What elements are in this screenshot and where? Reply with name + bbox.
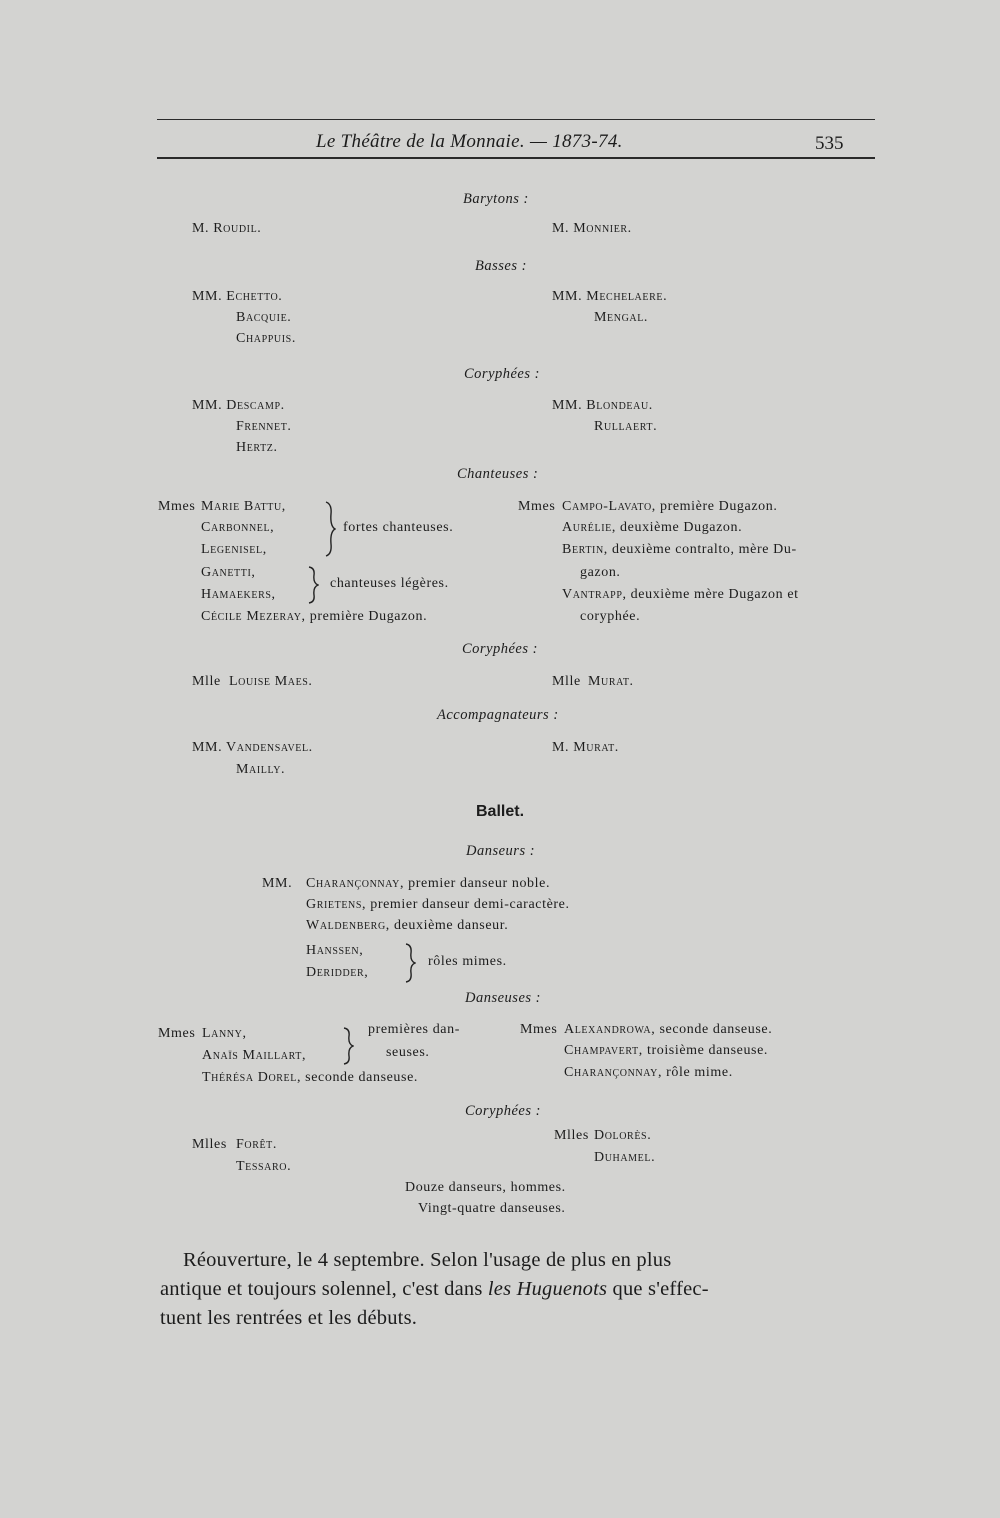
section-heading-danseurs: Danseurs : [466, 843, 536, 859]
page-number: 535 [815, 133, 844, 154]
role-description: , deuxième contralto, mère Du- [603, 542, 797, 557]
body-paragraph-line: Réouverture, le 4 septembre. Selon l'usage de plus en plus [183, 1249, 672, 1271]
cast-name: MM. Blondeau. [552, 398, 653, 413]
ensemble-note: Douze danseurs, hommes. [405, 1180, 566, 1195]
role-description: , troisième danseuse. [638, 1043, 769, 1058]
header-rule-bottom [157, 157, 875, 159]
cast-entry [564, 1022, 772, 1038]
cast-name: Deridder, [306, 965, 369, 980]
cast-name: Charançonnay [306, 876, 400, 891]
cast-entry [562, 499, 777, 515]
role-description: , première Dugazon. [301, 609, 428, 624]
cast-name: Cécile Mezeray [201, 609, 302, 624]
ensemble-note: Vingt-quatre danseuses. [418, 1201, 566, 1216]
title-prefix: Mlle [552, 674, 581, 689]
cast-name: Marie Battu, [201, 499, 286, 514]
role-description: , seconde danseuse. [296, 1070, 418, 1085]
cast-name: Louise Maes. [229, 674, 313, 689]
cast-name: MM. Echetto. [192, 289, 283, 304]
section-heading-coryphees: Coryphées : [462, 641, 538, 657]
cast-entry [306, 897, 570, 913]
cast-name: Ganetti, [201, 565, 256, 580]
role-continuation: gazon. [580, 565, 621, 580]
title-prefix: Mlles [554, 1128, 589, 1143]
curly-brace [402, 942, 416, 984]
cast-name: Thérésa Dorel [202, 1070, 297, 1085]
title-prefix: Mlles [192, 1137, 227, 1152]
cast-name: Waldenberg [306, 918, 386, 933]
role-description: , premier danseur noble. [399, 876, 551, 891]
cast-name: Anaïs Maillart, [202, 1048, 307, 1063]
title-prefix: Mmes [158, 499, 196, 514]
cast-entry [201, 609, 427, 625]
cast-name: Forêt. [236, 1137, 277, 1152]
cast-name: Alexandrowa [564, 1022, 652, 1037]
role-description: , deuxième danseur. [385, 918, 509, 933]
cast-name: Bertin [562, 542, 604, 557]
role-description: , premier danseur demi-caractère. [362, 897, 570, 912]
cast-entry [306, 918, 508, 934]
title-prefix: Mmes [158, 1026, 196, 1041]
role-description: , deuxième mère Dugazon et [622, 587, 799, 602]
title-prefix: Mmes [520, 1022, 558, 1037]
role-description: rôles mimes. [428, 954, 507, 969]
role-description: premières dan- [368, 1022, 460, 1037]
role-description: chanteuses légères. [330, 576, 449, 591]
role-description: , seconde danseuse. [651, 1022, 773, 1037]
role-description: , première Dugazon. [651, 499, 778, 514]
section-heading-accompagnateurs: Accompagnateurs : [437, 707, 559, 723]
section-heading-basses: Basses : [475, 258, 527, 274]
cast-name: Duhamel. [594, 1150, 656, 1165]
cast-entry [202, 1070, 418, 1086]
cast-name: Murat. [588, 674, 634, 689]
role-continuation: coryphée. [580, 609, 641, 624]
cast-entry [562, 542, 797, 558]
cast-name: M. Roudil. [192, 221, 262, 236]
cast-entry [562, 520, 742, 536]
cast-entry [564, 1043, 768, 1059]
cast-name: Chappuis. [236, 331, 296, 346]
cast-name: MM. Descamp. [192, 398, 285, 413]
cast-name: Frennet. [236, 419, 292, 434]
title-prefix: Mlle [192, 674, 221, 689]
cast-name: Legenisel, [201, 542, 267, 557]
cast-name: M. Murat. [552, 740, 619, 755]
cast-entry [562, 587, 799, 603]
cast-name: Bacquie. [236, 310, 292, 325]
cast-name: M. Monnier. [552, 221, 632, 236]
section-heading-coryphees: Coryphées : [464, 366, 540, 382]
section-heading-danseuses: Danseuses : [465, 990, 541, 1006]
cast-name: Charançonnay [564, 1065, 658, 1080]
cast-entry [306, 876, 550, 892]
cast-name: Hanssen, [306, 943, 364, 958]
section-heading-chanteuses: Chanteuses : [457, 466, 539, 482]
cast-name: MM. Vandensavel. [192, 740, 313, 755]
cast-name: Rullaert. [594, 419, 658, 434]
curly-brace [305, 565, 319, 605]
title-prefix: Mmes [518, 499, 556, 514]
cast-name: Mengal. [594, 310, 649, 325]
role-description: fortes chanteuses. [343, 520, 454, 535]
role-description: , deuxième Dugazon. [611, 520, 743, 535]
title-prefix: MM. [262, 876, 293, 891]
cast-entry [564, 1065, 733, 1081]
cast-name: Aurélie [562, 520, 612, 535]
curly-brace [322, 500, 336, 558]
cast-name: Carbonnel, [201, 520, 275, 535]
cast-name: Tessaro. [236, 1159, 292, 1174]
cast-name: Mailly. [236, 762, 286, 777]
body-paragraph-line: tuent les rentrées et les débuts. [160, 1307, 418, 1329]
cast-name: MM. Mechelaere. [552, 289, 668, 304]
header-rule-top [157, 119, 875, 120]
cast-name: Vantrapp [562, 587, 623, 602]
ballet-title: Ballet. [476, 803, 525, 820]
work-title: les Huguenots [487, 1278, 608, 1300]
section-heading-coryphees: Coryphées : [465, 1103, 541, 1119]
section-heading-barytons: Barytons : [463, 191, 529, 207]
role-description: seuses. [386, 1045, 430, 1060]
running-head-title: Le Théâtre de la Monnaie. — 1873-74. [316, 131, 623, 152]
cast-name: Campo-Lavato [562, 499, 652, 514]
curly-brace [340, 1026, 354, 1066]
body-paragraph-line: antique et toujours solennel, c'est dans les Huguenots que s'effec- [160, 1278, 709, 1300]
cast-name: Grietens [306, 897, 363, 912]
cast-name: Champavert [564, 1043, 639, 1058]
cast-name: Hamaekers, [201, 587, 276, 602]
role-description: , rôle mime. [657, 1065, 733, 1080]
cast-name: Dolorès. [594, 1128, 652, 1143]
cast-name: Hertz. [236, 440, 278, 455]
cast-name: Lanny, [202, 1026, 247, 1041]
